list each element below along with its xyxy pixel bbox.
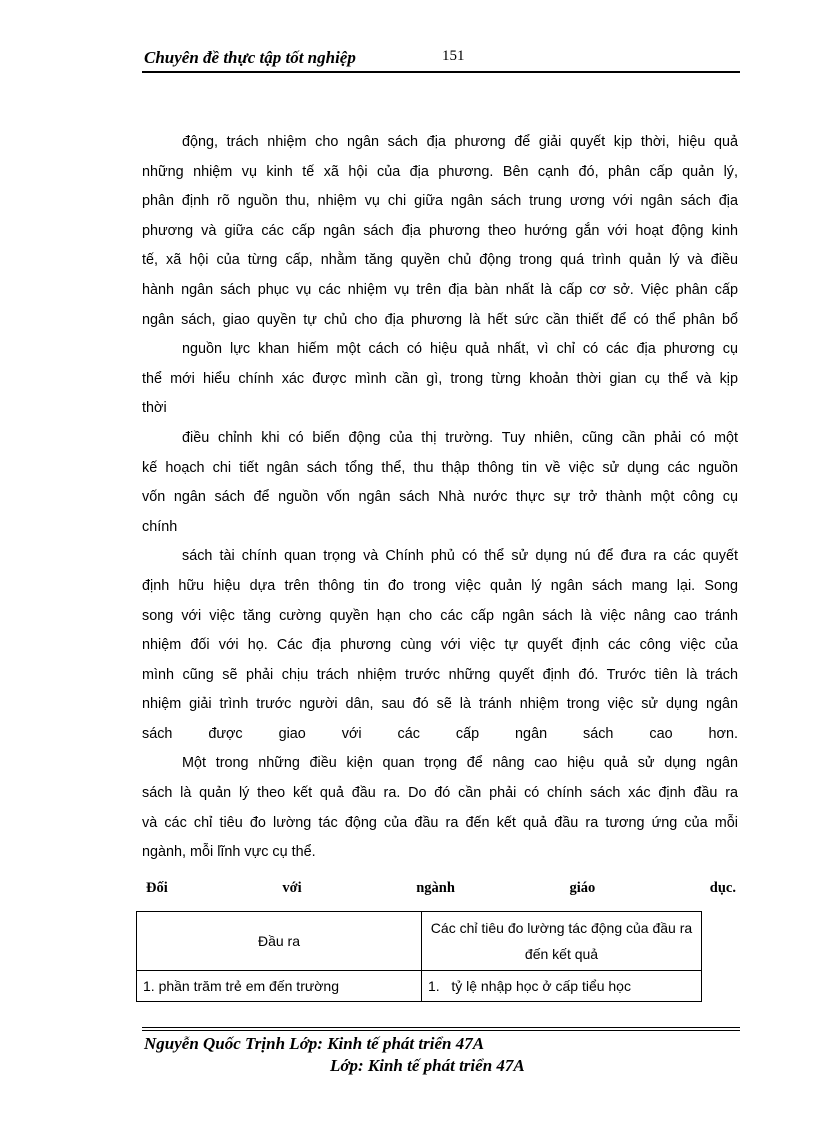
body-text xyxy=(142,128,738,868)
footer-class: Lớp: Kinh tế phát triển 47A xyxy=(330,1056,525,1075)
text-line: mình cũng sẽ phải chịu trách nhiệm trước những quyết định đó. Trước tiên là trách xyxy=(142,666,738,683)
table-header-row xyxy=(137,912,702,971)
kpi-table xyxy=(136,911,702,1002)
text-line: những nhiệm vụ kinh tế xã hội của địa phương. Bên cạnh đó, phân cấp quản lý, xyxy=(142,163,738,180)
subject-line xyxy=(146,880,736,897)
subject-word: ngành xyxy=(416,880,455,896)
header-rule xyxy=(142,71,740,73)
text-line: song với việc tăng cường quyền hạn cho các cấp ngân sách là việc nâng cao tránh xyxy=(142,607,738,624)
text-line: vốn ngân sách để nguồn vốn ngân sách Nhà nước thực sự trở thành một công cụ xyxy=(142,489,738,506)
text-line: phân định rõ nguồn thu, nhiệm vụ chi giữa ngân sách trung ương với ngân sách địa xyxy=(142,193,738,210)
text-line: nguồn lực khan hiếm một cách có hiệu quả nhất, vì chỉ có các địa phương cụ xyxy=(182,341,738,358)
page-number: 151 xyxy=(442,48,465,64)
footer-rule xyxy=(142,1030,740,1031)
text-line: kế hoạch chi tiết ngân sách tổng thể, thu thập thông tin về việc sử dụng các nguồn xyxy=(142,459,738,476)
text-line: phương và giữa các cấp ngân sách địa phương theo hướng gắn với hoạt động kinh xyxy=(142,222,738,239)
text-line: sách được giao với các cấp ngân sách cao hơn. xyxy=(142,725,738,742)
text-line: sách là quản lý theo kết quả đầu ra. Do đó cần phải có chính sách xác định đầu ra xyxy=(142,785,738,802)
subject-word: dục. xyxy=(709,880,736,896)
text-line: và các chỉ tiêu đo lường tác động của đầu ra đến kết quả đầu ra tương ứng của mỗi xyxy=(142,814,738,831)
text-line: thời xyxy=(142,400,167,417)
text-line: ngân sách, giao quyền tự chủ cho địa phương là hết sức cần thiết để có thể phân bổ xyxy=(142,311,738,328)
text-line: hành ngân sách phục vụ các nhiệm vụ trên địa bàn nhất là cấp cơ sở. Việc phân cấp xyxy=(142,281,738,298)
table-row xyxy=(137,971,702,1002)
footer-author-class: Nguyễn Quốc Trịnh Lớp: Kinh tế phát triển 47A xyxy=(144,1034,485,1053)
page-header xyxy=(142,48,740,72)
subject-word: với xyxy=(282,880,302,896)
footer-rule xyxy=(142,1027,740,1028)
text-line: định hữu hiệu dựa trên thông tin đo trong việc quản lý ngân sách mang lại. Song xyxy=(142,577,738,594)
text-line: sách tài chính quan trọng và Chính phủ có thể sử dụng nú để đưa ra các quyết xyxy=(182,548,738,565)
subject-word: Đối xyxy=(146,880,168,896)
text-line: chính xyxy=(142,518,178,535)
text-line: nhiệm đối với họ. Các địa phương cùng với việc tự quyết định các công việc của xyxy=(142,637,738,654)
header-title: Chuyên đề thực tập tốt nghiệp xyxy=(144,48,356,67)
text-line: động, trách nhiệm cho ngân sách địa phương để giải quyết kịp thời, hiệu quả xyxy=(182,134,738,150)
text-line: nhiệm giải trình trước người dân, sau đó sẽ là tránh nhiệm trong việc sử dụng ngân xyxy=(142,696,738,713)
table-cell: 1. tỷ lệ nhập học ở cấp tiểu học xyxy=(422,971,702,1002)
text-line: Một trong những điều kiện quan trọng để nâng cao hiệu quả sử dụng ngân xyxy=(182,755,738,772)
text-line: thể mới hiểu chính xác được mình cần gì, trong từng khoản thời gian cụ thể và kịp xyxy=(142,370,738,387)
text-line: ngành, mỗi lĩnh vực cụ thể. xyxy=(142,844,316,861)
text-line: tế, xã hội của từng cấp, nhằm tăng quyền chủ động trong quá trình quản lý và điều xyxy=(142,252,738,269)
text-line: điều chỉnh khi có biến động của thị trường. Tuy nhiên, cũng cần phải có một xyxy=(182,429,738,446)
table-header-output: Đầu ra xyxy=(137,912,422,971)
table-header-indicators: Các chỉ tiêu đo lường tác động của đầu ra đến kết quả xyxy=(422,912,702,971)
subject-word: giáo xyxy=(569,880,596,896)
table-cell: 1. phần trăm trẻ em đến trường xyxy=(137,971,422,1002)
